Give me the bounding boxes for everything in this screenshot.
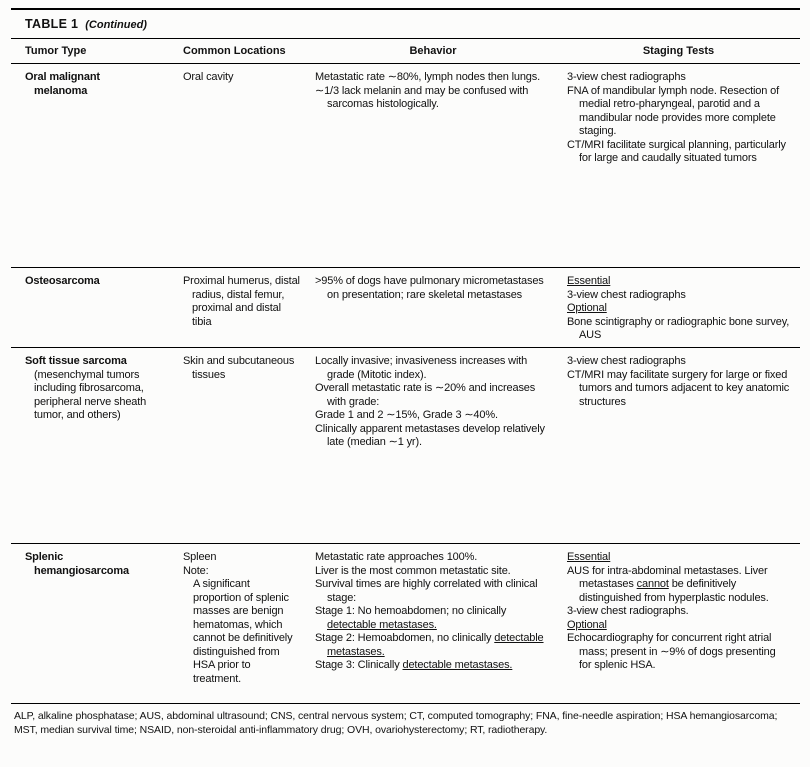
table-header-row xyxy=(11,39,800,64)
table-1 xyxy=(11,8,800,704)
staging-section-label: Optional xyxy=(567,618,607,631)
underlined-text: detectable metastases. xyxy=(327,632,544,658)
behavior-stage-3 xyxy=(315,659,551,673)
tumor-type-name: Splenic hemangiosarcoma xyxy=(25,551,129,577)
cell-behavior xyxy=(315,71,567,267)
table-continued-label: (Continued) xyxy=(85,19,147,31)
text-run: be definitively distinguished from hyperplastic nodules. xyxy=(579,578,769,604)
cell-common-locations xyxy=(183,551,315,703)
location-note-label: Note: xyxy=(183,564,209,577)
staging-paragraph: CT/MRI may facilitate surgery for large or fixed tumors and tumors adjacent to key anatomic structures xyxy=(567,368,790,408)
behavior-paragraph: Metastatic rate approaches 100%. xyxy=(315,551,478,563)
text-run: AUS for intra-abdominal metastases. Liver metastases xyxy=(567,564,768,590)
table-row-splenic-hemangiosarcoma xyxy=(11,544,800,704)
location-text: Proximal humerus, distal radius, distal femur, proximal and distal tibia xyxy=(183,275,300,328)
staging-section-label: Optional xyxy=(567,302,607,314)
cell-staging-tests xyxy=(567,275,792,347)
table-caption xyxy=(11,10,800,39)
behavior-stage-1 xyxy=(315,605,551,632)
staging-paragraph: 3-view chest radiographs xyxy=(567,288,686,301)
document-page xyxy=(11,8,800,737)
cell-common-locations xyxy=(183,355,315,543)
cell-staging-tests xyxy=(567,71,792,267)
cell-behavior xyxy=(315,551,567,703)
staging-paragraph xyxy=(567,565,790,606)
underlined-text: detectable metastases. xyxy=(327,618,437,631)
col-header-staging-tests: Staging Tests xyxy=(642,45,715,57)
text-run: Stage 2: Hemoabdomen, no clinically xyxy=(315,632,495,644)
behavior-paragraph: Grade 1 and 2 ∼15%, Grade 3 ∼40%. xyxy=(315,409,498,421)
abbreviations-footnote: ALP, alkaline phosphatase; AUS, abdominal ultrasound; CNS, central nervous system; CT, computed tomography; FNA, fine-needle aspiration; HSA hemangiosarcoma; MST, median survival time; NSAID, non-steroidal anti-inflammatory drug; OVH, ovariohysterectomy; RT, radiotherapy. xyxy=(14,710,778,736)
cell-staging-tests xyxy=(567,355,792,543)
tumor-type-name: Soft tissue sarcoma xyxy=(25,355,127,367)
text-run: Stage 1: No hemoabdomen; no clinically xyxy=(315,605,507,617)
staging-paragraph: 3-view chest radiographs xyxy=(567,355,686,367)
behavior-paragraph: Survival times are highly correlated with clinical stage: xyxy=(315,578,538,604)
behavior-paragraph: Locally invasive; invasiveness increases with grade (Mitotic index). xyxy=(315,355,528,381)
underlined-text: cannot xyxy=(636,578,669,590)
table-title: TABLE 1 xyxy=(25,17,79,31)
cell-tumor-type xyxy=(25,71,183,267)
behavior-paragraph: Clinically apparent metastases develop relatively late (median ∼1 yr). xyxy=(315,422,545,448)
staging-paragraph: 3-view chest radiographs xyxy=(567,71,686,83)
cell-behavior xyxy=(315,275,567,347)
table-row-oral-malignant-melanoma xyxy=(11,64,800,268)
cell-tumor-type xyxy=(25,355,183,543)
behavior-paragraph: Liver is the most common metastatic site. xyxy=(315,564,511,577)
table-row-soft-tissue-sarcoma xyxy=(11,348,800,544)
behavior-paragraph: Metastatic rate ∼80%, lymph nodes then lungs. xyxy=(315,71,541,83)
behavior-stage-2 xyxy=(315,632,551,659)
staging-paragraph: Echocardiography for concurrent right atrial mass; present in ∼9% of dogs presenting for splenic HSA. xyxy=(567,632,776,671)
location-text: Oral cavity xyxy=(183,71,234,83)
cell-behavior xyxy=(315,355,567,543)
staging-paragraph: 3-view chest radiographs. xyxy=(567,605,689,617)
tumor-type-name: Osteosarcoma xyxy=(25,275,100,287)
behavior-paragraph: ∼1/3 lack melanin and may be confused with sarcomas histologically. xyxy=(315,84,529,110)
cell-tumor-type xyxy=(25,275,183,347)
cell-staging-tests xyxy=(567,551,792,703)
underlined-text: detectable metastases. xyxy=(402,659,513,671)
behavior-paragraph: >95% of dogs have pulmonary micrometastases on presentation; rare skeletal metastases xyxy=(315,275,544,301)
tumor-type-name: Oral malignant melanoma xyxy=(25,71,100,97)
tumor-type-qualifier: (mesenchymal tumors including fibrosarcoma, peripheral nerve sheath tumor, and others) xyxy=(34,368,147,421)
col-header-tumor-type: Tumor Type xyxy=(25,45,87,57)
col-header-common-locations: Common Locations xyxy=(183,45,286,57)
col-header-behavior: Behavior xyxy=(409,45,457,57)
behavior-paragraph: Overall metastatic rate is ∼20% and increases with grade: xyxy=(315,382,536,408)
location-note-text: A significant proportion of splenic masses are benign hematomas, which cannot be definitively distinguished from HSA prior to treatment. xyxy=(193,578,293,685)
staging-paragraph: FNA of mandibular lymph node. Resection of medial retro-pharyngeal, parotid and a mandibular node provides more complete staging. xyxy=(567,84,779,137)
staging-paragraph: Bone scintigraphy or radiographic bone survey, AUS xyxy=(567,315,790,341)
cell-common-locations xyxy=(183,71,315,267)
location-text: Skin and subcutaneous tissues xyxy=(183,355,295,381)
text-run: Stage 3: Clinically xyxy=(315,659,403,671)
staging-section-label: Essential xyxy=(567,551,611,563)
staging-section-label: Essential xyxy=(567,275,611,287)
location-text: Spleen xyxy=(183,551,217,563)
staging-paragraph: CT/MRI facilitate surgical planning, particularly for large and caudally situated tumors xyxy=(567,138,786,164)
cell-common-locations xyxy=(183,275,315,347)
cell-tumor-type xyxy=(25,551,183,703)
table-row-osteosarcoma xyxy=(11,268,800,348)
